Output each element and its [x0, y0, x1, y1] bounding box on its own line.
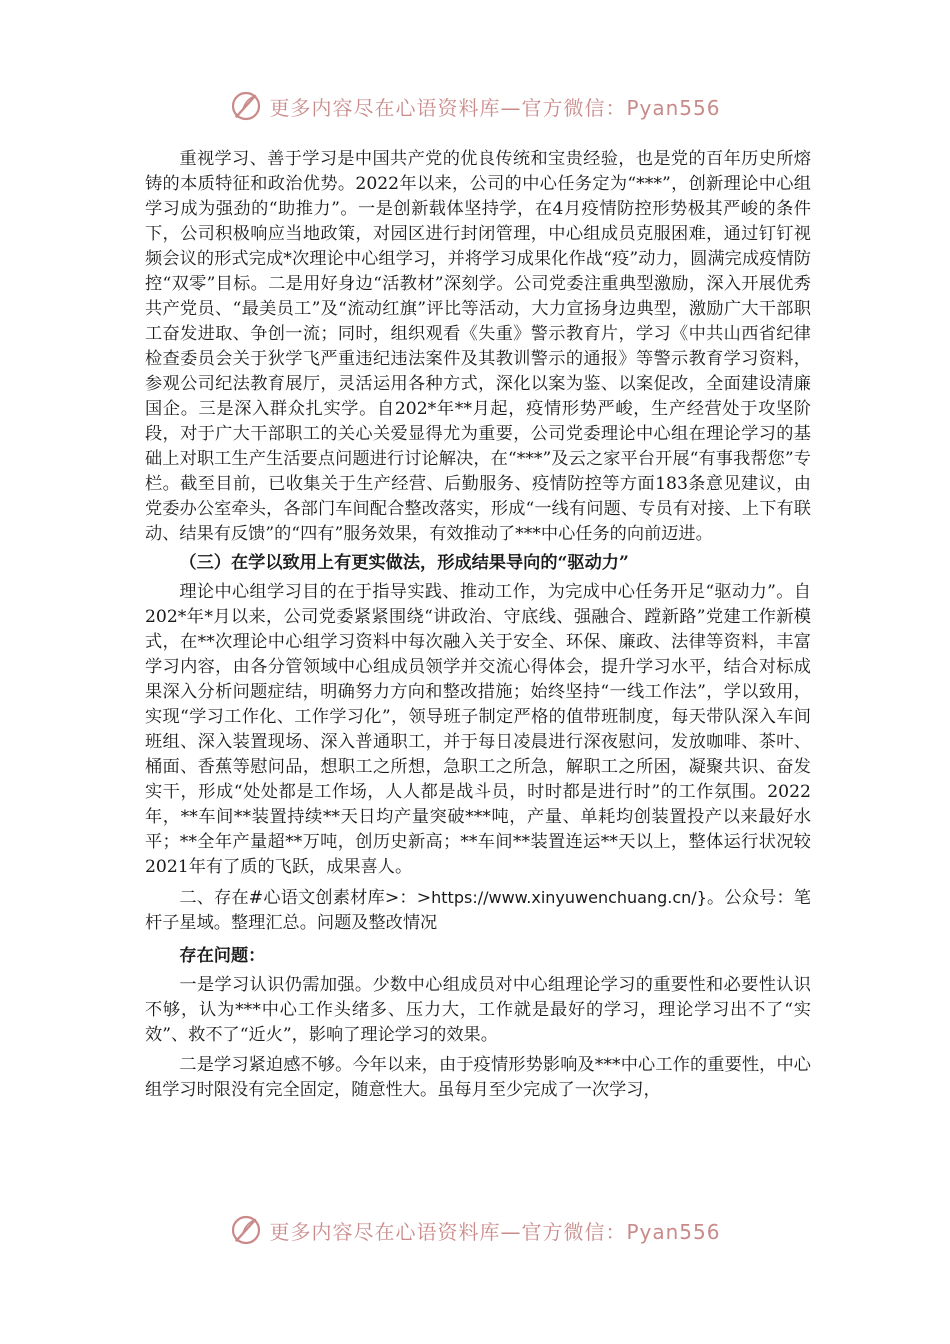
banner-text: 更多内容尽在心语资料库—官方微信：Pyan556: [269, 1219, 721, 1244]
quill-logo-icon: [229, 89, 263, 123]
issue-one-paragraph: 一是学习认识仍需加强。少数中心组成员对中心组理论学习的重要性和必要性认识不够，认为***中心工作头绪多、压力大，工作就是最好的学习，理论学习出不了“实效”、救不了“近火”，影响了理论学习的效果。: [145, 975, 811, 1045]
issues-heading: 存在问题：: [179, 946, 266, 966]
section-two-url: https://www.xinyuwenchuang.cn/}: [431, 888, 707, 907]
section-two-suffix: 。公众号：笔杆子星域。整理汇总。问题及整改情况: [145, 888, 811, 933]
issue-two-paragraph: 二是学习紧迫感不够。今年以来，由于疫情形势影响及***中心工作的重要性，中心组学习时限没有完全固定，随意性大。虽每月至少完成了一次学习，: [145, 1055, 811, 1100]
section-heading-three: （三）在学以致用上有更实做法，形成结果导向的“驱动力”: [179, 553, 629, 573]
paragraph-study-practices: 重视学习、善于学习是中国共产党的优良传统和宝贵经验，也是党的百年历史所熔铸的本质特征和政治优势。2022年以来，公司的中心任务定为“***”，创新理论中心组学习成为强劲的“助推力”。一是创新载体坚持学，在4月疫情防控形势极其严峻的条件下，公司积极响应当地政策，对园区进行封闭管理，中心组成员克服困难，通过钉钉视频会议的形式完成*次理论中心组学习，并将学习成果化作战“疫”动力，圆满完成疫情防控“双零”目标。二是用好身边“活教材”深刻学。公司党委注重典型激励，深入开展优秀共产党员、“最美员工”及“流动红旗”评比等活动，大力宣扬身边典型，激励广大干部职工奋发进取、争创一流；同时，组织观看《失重》警示教育片，学习《中共山西省纪律检查委员会关于狄学飞严重违纪违法案件及其教训警示的通报》等警示教育学习资料，参观公司纪法教育展厅，灵活运用各种方式，深化以案为鉴、以案促改，全面建设清廉国企。三是深入群众扎实学。自202*年**月起，疫情形势严峻，生产经营处于攻坚阶段，对于广大干部职工的关心关爱显得尤为重要，公司党委理论中心组在理论学习的基础上对职工生产生活要点问题进行讨论解决，在“***”及云之家平台开展“有事我帮您”专栏。截至目前，已收集关于生产经营、后勤服务、疫情防控等方面183条意见建议，由党委办公室牵头，各部门车间配合整改落实，形成“一线有问题、专员有对接、上下有联动、结果有反馈”的“四有”服务效果，有效推动了***中心任务的向前迈进。: [145, 149, 811, 544]
banner-text: 更多内容尽在心语资料库—官方微信：Pyan556: [269, 95, 721, 120]
section-two-heading: [145, 885, 811, 936]
section-two-prefix: 二、存在#心语文创素材库>：>: [179, 888, 432, 908]
paragraph-driving-force: 理论中心组学习目的在于指导实践、推动工作，为完成中心任务开足“驱动力”。自202*年*月以来，公司党委紧紧围绕“讲政治、守底线、强融合、蹚新路”党建工作新模式，在**次理论中心组学习资料中每次融入关于安全、环保、廉政、法律等资料，丰富学习内容，由各分管领域中心组成员领学并交流心得体会，提升学习水平，结合对标成果深入分析问题症结，明确努力方向和整改措施；始终坚持“一线工作法”，学以致用，实现“学习工作化、工作学习化”，领导班子制定严格的值带班制度，每天带队深入车间班组、深入装置现场、深入普通职工，并于每日凌晨进行深夜慰问，发放咖啡、茶叶、桶面、香蕉等慰问品，想职工之所想，急职工之所急，解职工之所困，凝聚共识、奋发实干，形成“处处都是工作场，人人都是战斗员，时时都是进行时”的工作氛围。2022年，**车间**装置持续**天日均产量突破***吨，产量、单耗均创装置投产以来最好水平；**全年产量超**万吨，创历史新高；**车间**装置连运**天以上，整体运行状况较2021年有了质的飞跃，成果喜人。: [145, 582, 811, 877]
document-body: [145, 147, 811, 1103]
footer-watermark-banner: [0, 1208, 950, 1252]
quill-logo-icon: [229, 1213, 263, 1247]
header-watermark-banner: [0, 84, 950, 128]
